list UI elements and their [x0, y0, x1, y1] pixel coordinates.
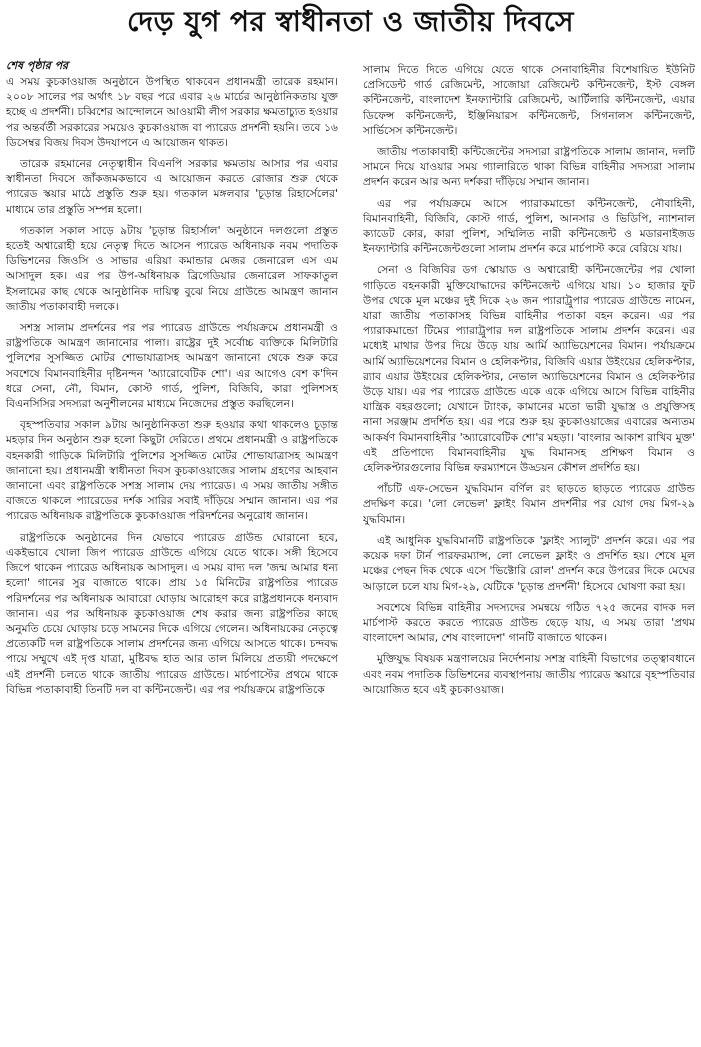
paragraph: সশস্ত্র সালাম প্রদর্শনের পর পর প্যারেড গ্রাউন্ডে পর্যায়ক্রমে প্রধানমন্ত্রী ও রাষ্ট্রপতিকে আমন্ত্রণ জানানোর পালা। রাষ্ট্রের দুই সর্বোচ্চ ব্যক্তিকে মিলিটারি পুলিশের সুসজ্জিত মোটর শোভাযাত্রাসহ আমন্ত্রণ জানানো থেকে শুরু করে সবশেষে বিমানবাহিনীর দৃষ্টিনন্দন 'অ্যারোবেটিক শো'। এর আগেও বেশ ক'দিন ধরে সেনা, নৌ, বিমান, কোস্ট গার্ড, পুলিশ, বিজিবি, কারা পুলিশসহ বিএনসিসির সদস্যরা অনুশীলনের মাধ্যমে নিজেদের প্রস্তুত করছিলেন। [6, 321, 338, 411]
paragraph: সবশেষে বিভিন্ন বাহিনীর সদস্যদের সমন্বয়ে গঠিত ৭২৫ জনের বাদক দল মার্চপাস্ট করতে করতে প্যারেড গ্রাউন্ড ছেড়ে যায়, এ সময় তারা 'প্রথম বাংলাদেশ আমার, শেষ বাংলাদেশ' গানটি বাজাতে থাকেন। [363, 600, 695, 645]
paragraph: এই আধুনিক যুদ্ধবিমানটি রাষ্ট্রপতিকে 'ফ্লাইং স্যালুট' প্রদর্শন করে। এর পর কয়েক দফা টার্ন পারফরম্যান্স, লো লেভেল ফ্লাইং ও প্রদর্শিত হয়। শেষে মূল মঞ্চের পেছন দিক থেকে এসে 'ভিক্টোরি রোল' প্রদর্শন করে উপরের দিকে মেঘের আড়ালে চলে যায় মিগ-২৯, যেটিকে 'চূড়ান্ত প্রদর্শনী' হিসেবে ঘোষণা করা হয়। [363, 533, 695, 593]
paragraph: এ সময় কুচকাওয়াজ অনুষ্ঠানে উপস্থিত থাকবেন প্রধানমন্ত্রী তারেক রহমান। ২০০৮ সালের পর অর্থাৎ ১৮ বছর পরে এবার ২৬ মার্চের আনুষ্ঠানিকতায় যুক্ত হচ্ছে এ প্রদর্শনী। চব্বিশের আন্দোলনে আওয়ামী লীগ সরকার ক্ষমতাচ্যুত হওয়ার পর অন্তর্বর্তী সরকারের সময়েও কুচকাওয়াজ বা প্যারেড প্রদর্শনী হয়নি। তবে ১৬ ডিসেম্বর বিজয় দিবস উদযাপনে এ আয়োজন থাকত। [6, 75, 338, 149]
headline: দেড় যুগ পর স্বাধীনতা ও জাতীয় দিবসে [127, 4, 574, 38]
paragraph: বৃহস্পতিবার সকাল ৯টায় আনুষ্ঠানিকতা শুরু হওয়ার কথা থাকলেও চূড়ান্ত মহড়ার দিন অনুষ্ঠান শুরু হলো কিছুটা দেরিতে। প্রথমে প্রধানমন্ত্রী ও রাষ্ট্রপতিকে বহনকারী গাড়িকে মিলিটারি পুলিশের সুসজ্জিত মোটর শোভাযাত্রাসহ আমন্ত্রণ জানানো হয়। প্রধানমন্ত্রী স্বাধীনতা দিবস কুচকাওয়াজের সালাম গ্রহণের আহবান জানানো এবং রাষ্ট্রপতিকে সশস্ত্র সালাম দেয় প্যারেড। এ সময় জাতীয় সঙ্গীত বাজতে থাকলে প্যারেডের দর্শক সারির সবাই দাঁড়িয়ে সম্মান জানান। এর পর প্যারেড অধিনায়ক রাষ্ট্রপতিকে কুচকাওয়াজ পরিদর্শনের অনুরোধ জানান। [6, 418, 338, 523]
continuation-kicker: শেষ পৃষ্ঠার পর [6, 59, 69, 72]
paragraph: গতকাল সকাল সাড়ে ৯টায় 'চূড়ান্ত রিহার্সাল' অনুষ্ঠানে দলগুলো প্রস্তুত হতেই অশ্বারোহী হয়ে নেতৃত্ব দিতে আসেন প্যারেড অধিনায়ক নবম পদাতিক ডিভিশনের জিওসি ও সাভার এরিয়া কমান্ডার মেজর জেনারেল এস এম আসাদুল হক। এর পর উপ-অধিনায়ক ব্রিগেডিয়ার জেনারেল সাফকাতুল ইসলামের কাছ থেকে আনুষ্ঠানিক দায়িত্ব বুঝে নিয়ে গ্রাউন্ডে আমন্ত্রণ জানান জাতীয় পতাকাবাহী দলকে। [6, 223, 338, 313]
left-column [6, 58, 338, 1044]
right-column [363, 62, 695, 1044]
paragraph: তারেক রহমানের নেতৃত্বাধীন বিএনপি সরকার ক্ষমতায় আসার পর এবার স্বাধীনতা দিবসে জাঁকজমকভাবে এ আয়োজন করতে রোজার শুরু থেকে প্যারেড স্কয়ার মাঠে প্রস্তুতি শুরু হয়। গতকাল মঙ্গলবার 'চূড়ান্ত রিহার্সেলের' মাধ্যমে তার প্রস্তুতি সম্পন্ন হলো। [6, 157, 338, 216]
paragraph: রাষ্ট্রপতিকে অনুষ্ঠানের দিন যেভাবে প্যারেড গ্রাউন্ড ঘোরানো হবে, একইভাবে খোলা জিপ প্যারেড গ্রাউন্ডে এগিয়ে যেতে থাকে। সঙ্গী হিসেবে জিপে থাকেন প্যারেড অধিনায়ক আসাদুল। এ সময় বাদ্য দল 'জন্ম আমার ধন্য হলো' গানের সুর বাজাতে থাকে। প্রায় ১৫ মিনিটের রাষ্ট্রপতির প্যারেড পরিদর্শনের পর অধিনায়ক আবারো ঘোড়ায় আরোহণ করে রাষ্ট্রপ্রধানকে ধন্যবাদ জানান। এর পর অধিনায়ক কুচকাওয়াজ শেষ করার জন্য রাষ্ট্রপতির কাছে অনুমতি চেয়ে ঘোড়ায় চড়ে সামনের দিকে এগিয়ে গেলেন। অধিনায়কের নেতৃত্বে প্রত্যেকটি দল রাষ্ট্রপতিকে সালাম প্রদর্শনের জন্য এগিয়ে আসতে থাকে। চন্দবদ্ধ পায়ে সম্মুখে এই দৃপ্ত যাত্রা, মুষ্টিবদ্ধ হাত আর তাল মিলিয়ে প্রত্যয়ী পদক্ষেপে এই প্রদর্শনী চলতে থাকে জাতীয় প্যারেড গ্রাউন্ডে। মার্চপাস্টের প্রথমে থাকে বিভিন্ন পতাকাবাহী তিনটি দল বা কন্টিনজেন্ট। এর পর পর্যায়ক্রমে রাষ্ট্রপতিকে [6, 530, 338, 696]
paragraph: সেনা ও বিজিবির ডগ স্কোয়াড ও অশ্বারোহী কন্টিনজেন্টের পর খোলা গাড়িতে বহনকারী মুক্তিযোদ্ধাদের কন্টিনজেন্ট এগিয়ে যায়। ১০ হাজার ফুট উপর থেকে মূল মঞ্চের দুই দিকে ২৬ জন প্যারাট্রুপার প্যারেড গ্রাউন্ডে নামেন, যারা জাতীয় পতাকাসহ বিভিন্ন বাহিনীর পতাকা বহন করেন। এর পর প্যারাকমান্ডো টিমের প্যারাট্রুপার দল রাষ্ট্রপতিকে সালাম প্রদর্শন করেন। এর মধ্যেই মাথার উপর দিয়ে উড়ে যায় আর্মি অ্যাভিয়েশনের বিমান। পর্যায়ক্রমে আর্মি অ্যাভিয়েশনের বিমান ও হেলিকপ্টার, বিজিবি এয়ার উইংয়ের হেলিকপ্টার, র‍্যাব এয়ার উইংয়ের হেলিকপ্টার, নেভাল অ্যাভিয়েশনের বিমান ও হেলিকপ্টার উড়ে যায়। এর পর প্যারেড গ্রাউন্ডে একে একে এগিয়ে আসে বিভিন্ন বাহিনীর যান্ত্রিক বহরগুলো; যেখানে ট্যাংক, কামানের মতো ভারী যুদ্ধাস্ত্র ও প্রযুক্তিসহ নানা সরঞ্জাম প্রদর্শিত হয়। এর পরে শুরু হয় কুচকাওয়াজের এবারের অন্যতম আকর্ষণ বিমানবাহিনীর 'অ্যারোবেটিক শো'র মহড়া। 'বাংলার আকাশ রাখিব মুক্ত' এই প্রতিপাদ্যে বিমানবাহিনীর যুদ্ধ বিমানসহ প্রশিক্ষণ বিমান ও হেলিকপ্টারগুলোর বিভিন্ন ফরম্যাশনে উড্ডয়ন কৌশল প্রদর্শিত হয়। [363, 263, 695, 475]
paragraph: মুক্তিযুদ্ধ বিষয়ক মন্ত্রণালয়ের নির্দেশনায় সশস্ত্র বাহিনী বিভাগের তত্ত্বাবধানে এবং নবম পদাতিক ডিভিশনের ব্যবস্থাপনায় জাতীয় প্যারেড স্কয়ারে বৃহস্পতিবার আয়োজিত হবে এই কুচকাওয়াজ। [363, 652, 695, 696]
paragraph: এর পর পর্যায়ক্রমে আসে প্যারাকমান্ডো কন্টিনজেন্ট, নৌবাহিনী, বিমানবাহিনী, বিজিবি, কোস্ট গার্ড, পুলিশ, আনসার ও ভিডিপি, ন্যাশনাল ক্যাডেট কোর, কারা পুলিশ, সম্মিলিত নারী কন্টিনজেন্ট ও মডারনাইজড ইনফ্যান্টারি কন্টিনজেন্টগুলো সালাম প্রদর্শন করে মার্চপাস্ট করে বেরিয়ে যায়। [363, 196, 695, 256]
paragraph: জাতীয় পতাকাবাহী কন্টিজেন্টের সদস্যরা রাষ্ট্রপতিকে সালাম জানান, দলটি সামনে দিয়ে যাওয়ার সময় গ্যালারিতে থাকা বিভিন্ন বাহিনীর সদস্যরা সালাম প্রদর্শন করেন আর অন্য দর্শকরা দাঁড়িয়ে সম্মান জানান। [363, 145, 695, 189]
paragraph: পাঁচটি এফ-সেভেন যুদ্ধবিমান বর্ণিল রং ছাড়তে ছাড়তে প্যারেড গ্রাউন্ড প্রদক্ষিণ করে। 'লো লেভেল' ফ্লাইং বিমান প্রদর্শনীর পর যোগ দেয় মিগ-২৯ যুদ্ধবিমান। [363, 482, 695, 526]
paragraph: সালাম দিতে দিতে এগিয়ে যেতে থাকে সেনাবাহিনীর বিশেষায়িত ইউনিট প্রেসিডেন্ট গার্ড রেজিমেন্ট, সাজোয়া রেজিমেন্ট কন্টিনজেন্ট, ইস্ট বেঙ্গল কন্টিনজেন্ট, বাংলাদেশ ইনফ্যান্টারি রেজিমেন্ট, আর্টিলারি কন্টিনজেন্ট, এয়ার ডিফেন্স কন্টিনজেন্ট, ইঞ্জিনিয়ারস কন্টিনজেন্ট, সিগনালস কন্টিনজেন্ট, সার্ভিসেস কন্টিনজেন্ট। [363, 63, 695, 137]
